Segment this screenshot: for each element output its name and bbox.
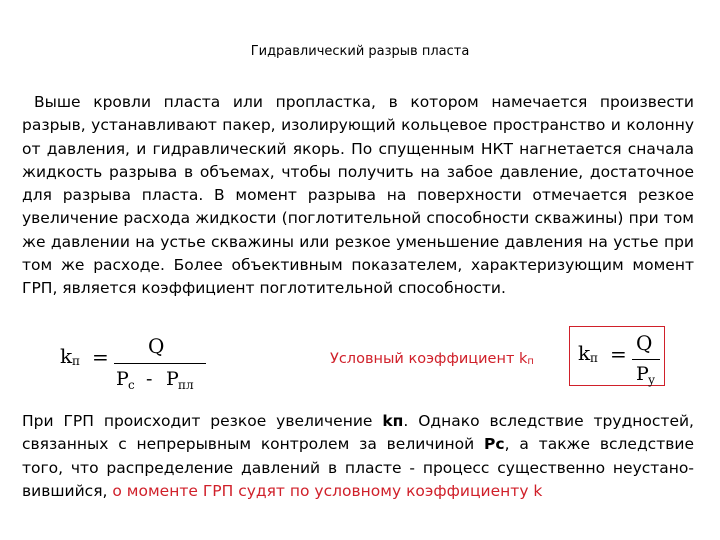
formula1-k: k [60, 344, 73, 368]
formula2-numerator: Q [636, 331, 653, 355]
formula1-p-c: P [116, 368, 129, 390]
conclusion-highlight: о моменте ГРП судят по условному коэффициенту k [112, 481, 543, 500]
formula1-minus: - [146, 368, 153, 390]
formula-absorption-coefficient [60, 334, 220, 394]
formula1-equals: = [92, 345, 109, 369]
formula2-p-y-sub: у [648, 373, 656, 387]
formula2-p-y: P [636, 363, 649, 385]
formula2-fraction-line [632, 359, 660, 360]
formula1-k-sub: п [72, 354, 80, 368]
formula1-numerator: Q [148, 334, 165, 358]
page-title: Гидравлический разрыв пласта [250, 44, 470, 59]
paragraph-conclusion: При ГРП происходит резкое увеличение kп. Однако вследствие трудностей, связанных с непрерывным контролем за величиной Pс, а также вследствие того, что распределение давлений в пласте - процесс существенно неустано-вившийся, о моменте ГРП судят по условному коэффициенту k [22, 412, 694, 500]
conditional-coefficient-formula-box [569, 326, 665, 386]
formula1-p-c-sub: с [128, 378, 135, 392]
formula-conditional-coefficient [578, 331, 664, 387]
formula1-p-pl-sub: пл [178, 378, 194, 392]
formula2-k-sub: п [590, 351, 598, 365]
formula2-equals: = [610, 342, 627, 366]
formula1-p-pl: P [166, 368, 179, 390]
paragraph-intro: Выше кровли пласта или пропластка, в котором намечается произвести разрыв, устанавливают пакер, изолирующий кольцевое пространство и колонну от давления, и гидравлический якорь. По спущенным НКТ нагнетается сначала жидкость разрыва в объемах, чтобы получить на забое давление, достаточное для разрыва пласта. В момент разрыва на поверхности отмечается резкое увеличение расхода жидкости (поглотительной способности скважины) при том же давлении на устье скважины или резкое уменьшение давления на устье при том же расходе. Более объективным показателем, характеризующим момент ГРП, является коэффициент поглотительной способности. [22, 93, 694, 298]
conditional-coefficient-caption: Условный коэффициент $k_п$ [330, 351, 534, 367]
formula1-fraction-line [114, 363, 206, 364]
formula2-k: k [578, 341, 591, 365]
